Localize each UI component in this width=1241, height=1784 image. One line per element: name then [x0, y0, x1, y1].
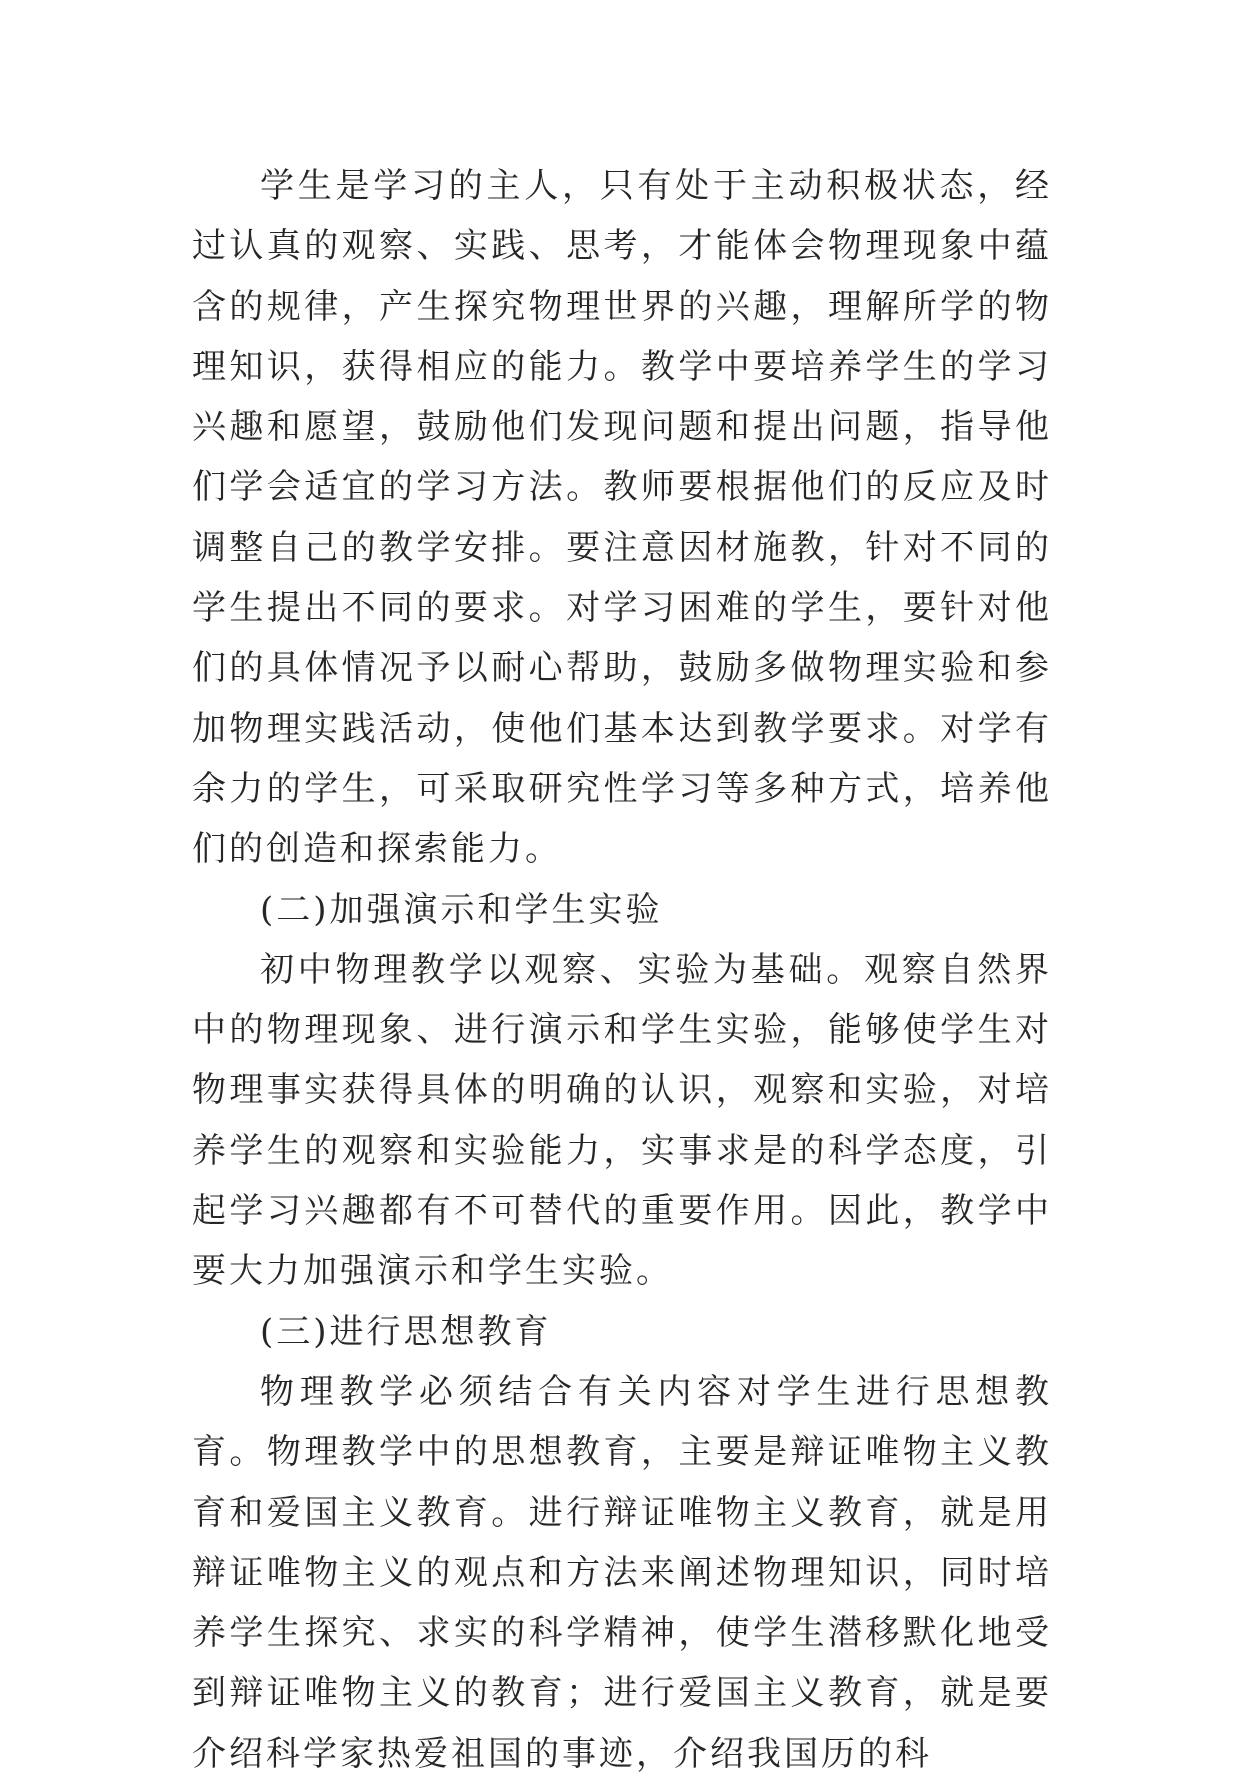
paragraph-experiments: 初中物理教学以观察、实验为基础。观察自然界中的物理现象、进行演示和学生实验，能够使学生对物理事实获得具体的明确的认识，观察和实验，对培养学生的观察和实验能力，实事求是的科学态度，引起学习兴趣都有不可替代的重要作用。因此，教学中要大力加强演示和学生实验。 [192, 949, 1052, 1292]
document-page [192, 156, 1052, 1784]
section-heading-ideological-education: (三)进行思想教育 [260, 1311, 552, 1352]
paragraph-student-initiative: 学生是学习的主人，只有处于主动积极状态，经过认真的观察、实践、思考，才能体会物理现象中蕴含的规律，产生探究物理世界的兴趣，理解所学的物理知识，获得相应的能力。教学中要培养学生的学习兴趣和愿望，鼓励他们发现问题和提出问题，指导他们学会适宜的学习方法。教师要根据他们的反应及时调整自己的教学安排。要注意因材施教，针对不同的学生提出不同的要求。对学习困难的学生，要针对他们的具体情况予以耐心帮助，鼓励多做物理实验和参加物理实践活动，使他们基本达到教学要求。对学有余力的学生，可采取研究性学习等多种方式，培养他们的创造和探索能力。 [192, 166, 1052, 870]
section-heading-experiments: (二)加强演示和学生实验 [260, 889, 663, 930]
paragraph-ideological-education: 物理教学必须结合有关内容对学生进行思想教育。物理教学中的思想教育，主要是辩证唯物主义教育和爱国主义教育。进行辩证唯物主义教育，就是用辩证唯物主义的观点和方法来阐述物理知识，同时培养学生探究、求实的科学精神，使学生潜移默化地受到辩证唯物主义的教育；进行爱国主义教育，就是要介绍科学家热爱祖国的事迹，介绍我国历的科 [192, 1371, 1052, 1774]
